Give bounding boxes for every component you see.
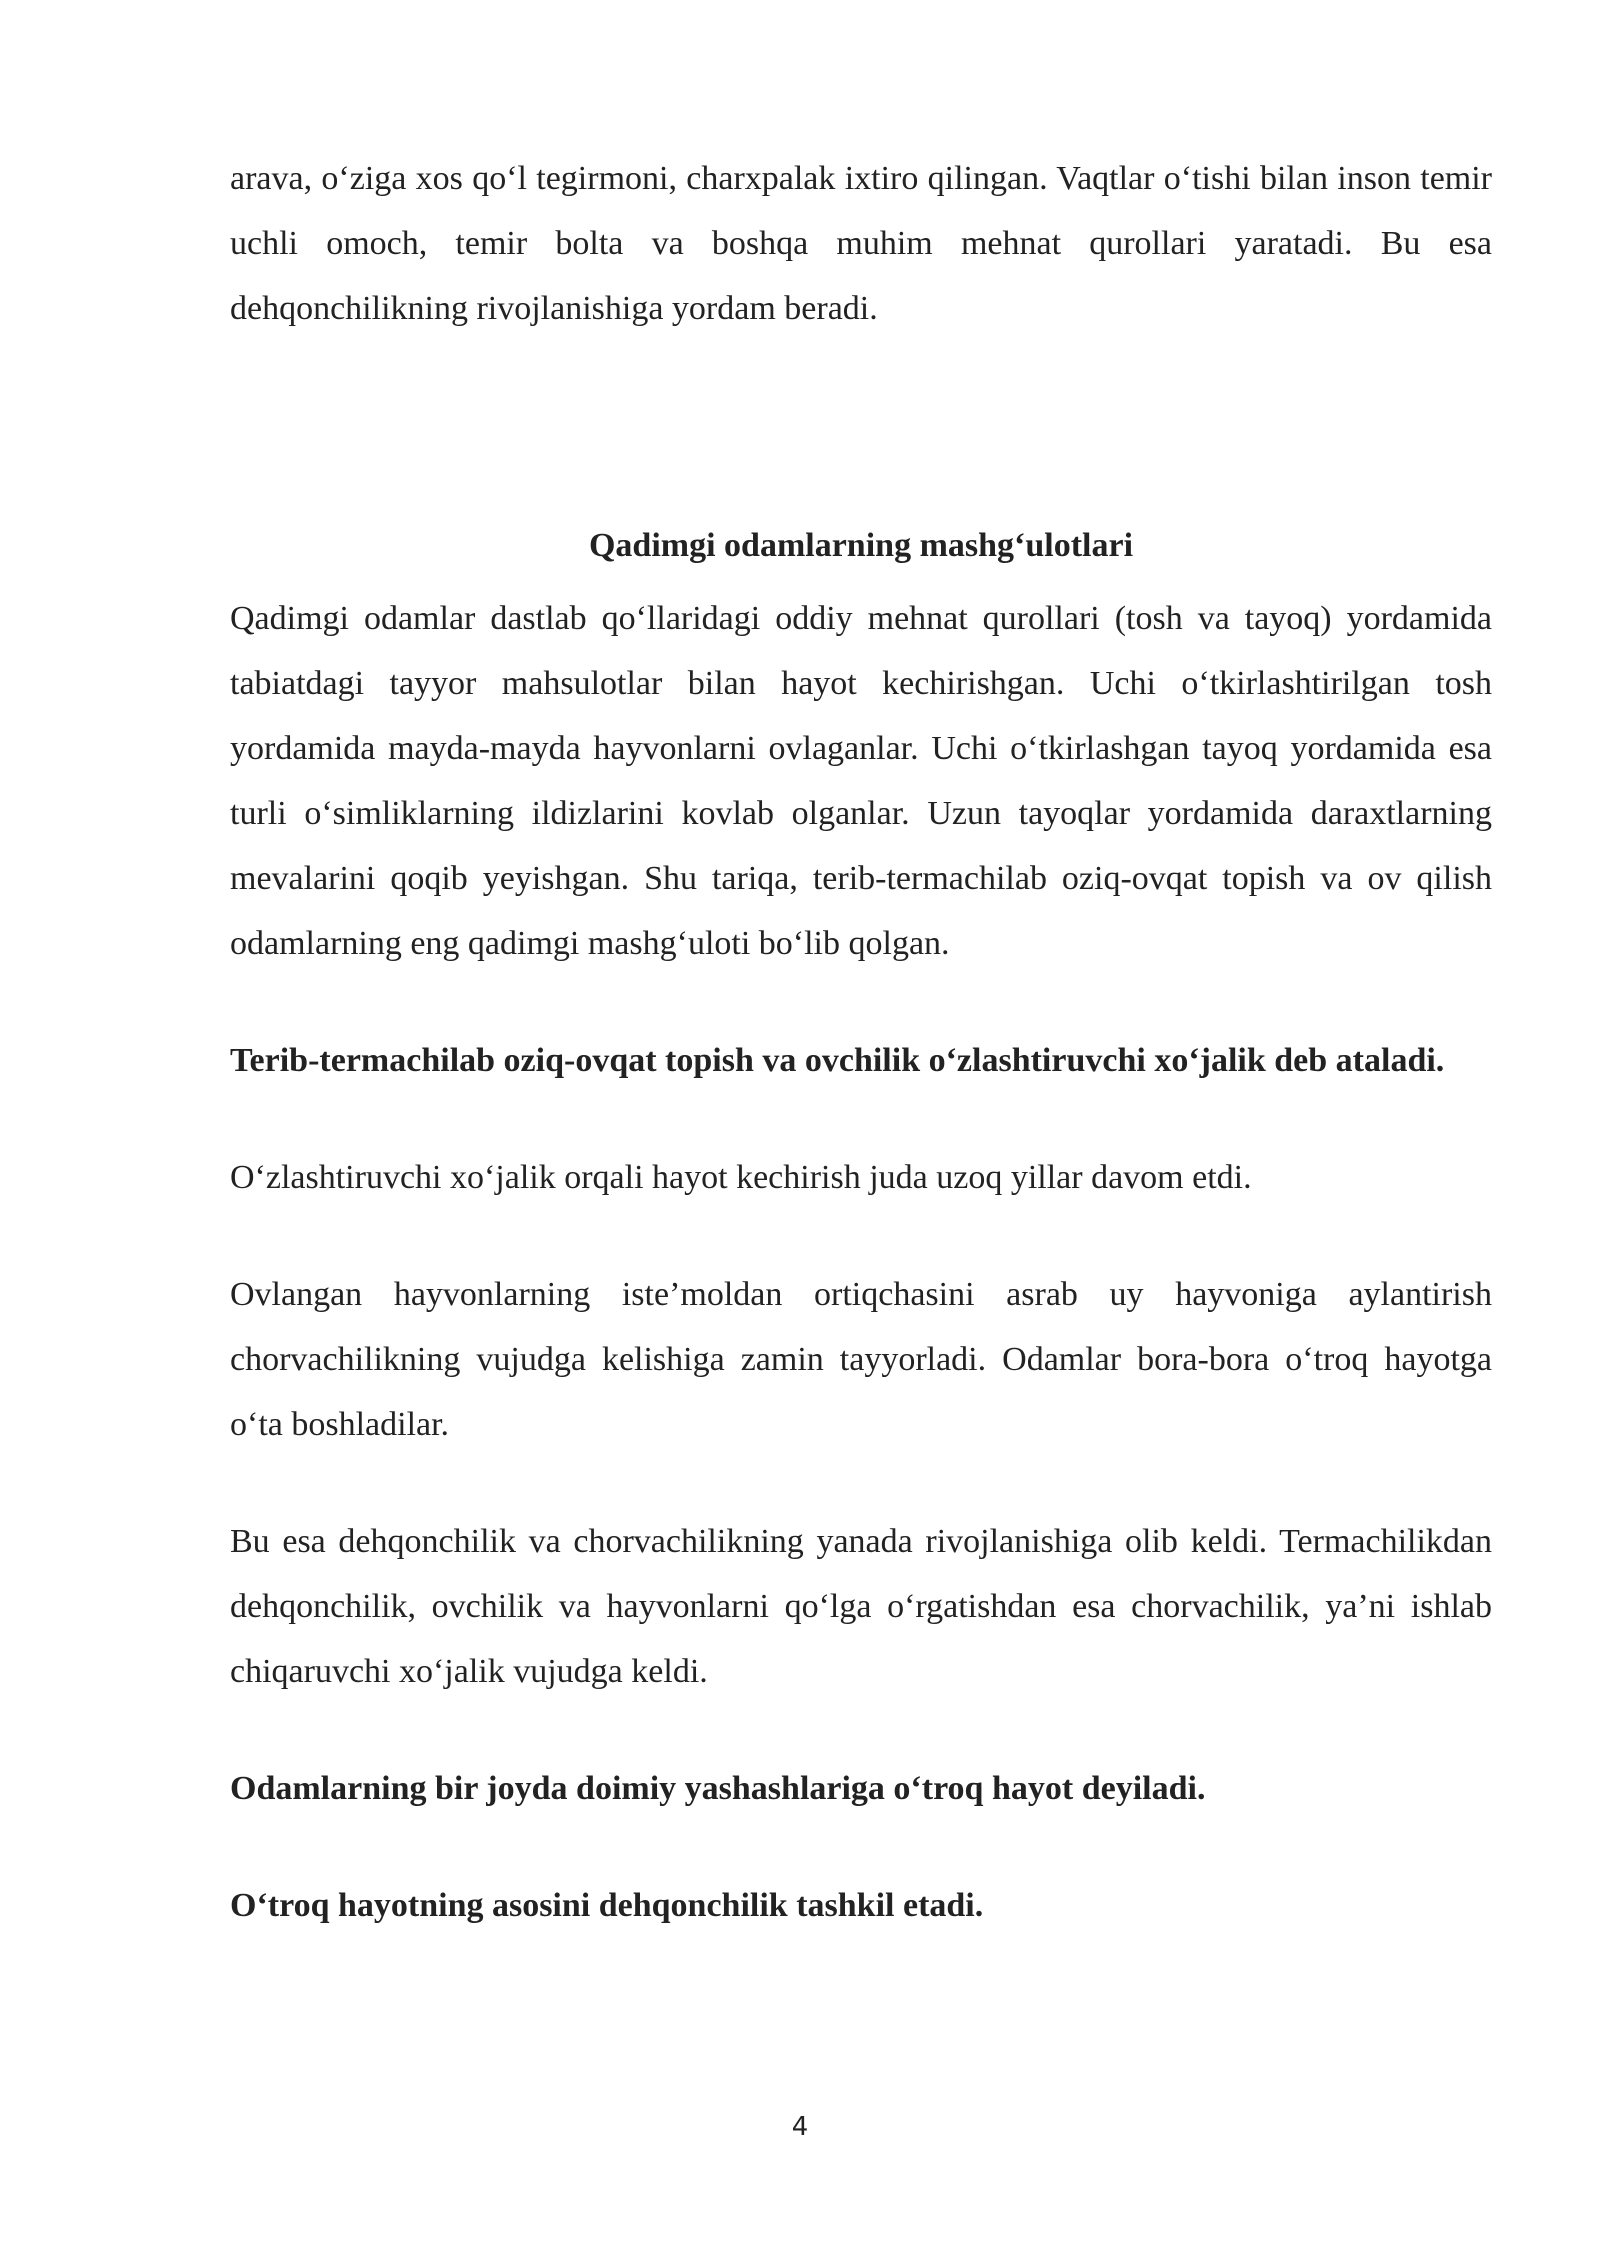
definition-appropriating-economy: Terib-termachilab oziq-ovqat topish va ovchilik o‘zlashtiruvchi xo‘jalik deb ataladi. — [230, 1042, 1445, 1079]
page-number: 4 — [791, 2112, 809, 2142]
paragraph-producing-economy: Bu esa dehqonchilik va chorvachilikning yanada rivojlanishiga olib keldi. Termachilikdan dehqonchilik, ovchilik va hayvonlarni qo‘lga o‘rgatishdan esa chorvachilik, ya’ni ishlab chiqaruvchi xo‘jalik vujudga keldi. — [230, 1523, 1492, 1690]
document-page — [230, 146, 1492, 1938]
definition-settled-life-basis: O‘troq hayotning asosini dehqonchilik tashkil etadi. — [230, 1887, 984, 1924]
paragraph-appropriating-economy: O‘zlashtiruvchi xo‘jalik orqali hayot kechirish juda uzoq yillar davom etdi. — [230, 1159, 1252, 1196]
paragraph-ancient-tools: Qadimgi odamlar dastlab qo‘llaridagi oddiy mehnat qurollari (tosh va tayoq) yordamida tabiatdagi tayyor mahsulotlar bilan hayot kechirishgan. Uchi o‘tkirlashtirilgan tosh yordamida mayda-mayda hayvonlarni ovlaganlar. Uchi o‘tkirlashgan tayoq yordamida esa turli o‘simliklarning ildizlarini kovlab olganlar. Uzun tayoqlar yordamida daraxtlarning mevalarini qoqib yeyishgan. Shu tariqa, terib-termachilab oziq-ovqat topish va ov qilish odamlarning eng qadimgi mashg‘uloti bo‘lib qolgan. — [230, 600, 1492, 962]
definition-settled-life: Odamlarning bir joyda doimiy yashashlariga o‘troq hayot deyiladi. — [230, 1770, 1206, 1807]
paragraph-animal-husbandry: Ovlangan hayvonlarning iste’moldan ortiqchasini asrab uy hayvoniga aylantirish chorvachilikning vujudga kelishiga zamin tayyorladi. Odamlar bora-bora o‘troq hayotga o‘ta boshladilar. — [230, 1276, 1492, 1443]
paragraph-intro: arava, o‘ziga xos qo‘l tegirmoni, charxpalak ixtiro qilingan. Vaqtlar o‘tishi bilan inson temir uchli omoch, temir bolta va boshqa muhim mehnat qurollari yaratadi. Bu esa dehqonchilikning rivojlanishiga yordam beradi. — [230, 160, 1492, 327]
section-heading: Qadimgi odamlarning mashg‘ulotlari — [588, 527, 1134, 564]
